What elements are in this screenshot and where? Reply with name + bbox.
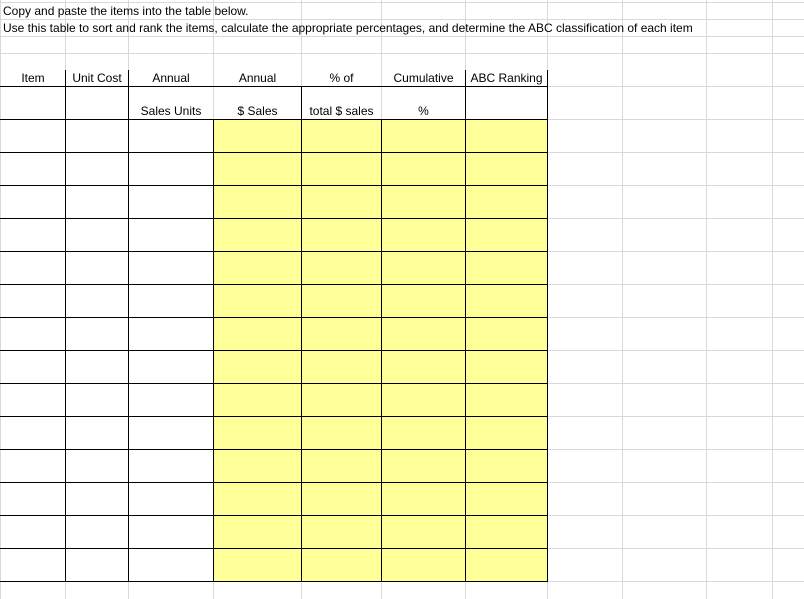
cell-item[interactable] [1,483,65,515]
cell-pct-total[interactable] [302,153,381,185]
cell-pct-total[interactable] [302,318,381,350]
cell-pct-total[interactable] [302,516,381,548]
cell-abc-ranking[interactable] [466,285,547,317]
header-cumulative-pct: % [418,104,429,118]
cell-unit-cost[interactable] [66,120,128,152]
cell-pct-total[interactable] [302,549,381,581]
cell-abc-ranking[interactable] [466,219,547,251]
cell-abc-ranking[interactable] [466,549,547,581]
cell-item[interactable] [1,153,65,185]
cell-cumulative-pct[interactable] [382,153,465,185]
cell-unit-cost[interactable] [66,516,128,548]
cell-unit-cost[interactable] [66,186,128,218]
cell-dollar-sales[interactable] [214,516,301,548]
cell-pct-total[interactable] [302,252,381,284]
cell-sales-units[interactable] [129,219,213,251]
cell-abc-ranking[interactable] [466,417,547,449]
cell-pct-total[interactable] [302,285,381,317]
cell-unit-cost[interactable] [66,450,128,482]
cell-item[interactable] [1,252,65,284]
header-cumulative: Cumulative [393,71,454,85]
cell-item[interactable] [1,351,65,383]
header-sales-units: Sales Units [140,104,202,118]
cell-unit-cost[interactable] [66,351,128,383]
cell-unit-cost[interactable] [66,549,128,581]
cell-abc-ranking[interactable] [466,450,547,482]
cell-pct-total[interactable] [302,450,381,482]
cell-cumulative-pct[interactable] [382,252,465,284]
header-annual-2: Annual [238,71,277,85]
cell-cumulative-pct[interactable] [382,549,465,581]
cell-sales-units[interactable] [129,417,213,449]
cell-unit-cost[interactable] [66,285,128,317]
cell-dollar-sales[interactable] [214,450,301,482]
cell-pct-total[interactable] [302,120,381,152]
cell-pct-total[interactable] [302,384,381,416]
instruction-line-2: Use this table to sort and rank the items, calculate the appropriate percentages, and determine the ABC classification of each item [3,21,693,35]
header-unit-cost: Unit Cost [72,71,122,85]
cell-dollar-sales[interactable] [214,120,301,152]
cell-dollar-sales[interactable] [214,549,301,581]
cell-pct-total[interactable] [302,186,381,218]
cell-pct-total[interactable] [302,351,381,383]
cell-sales-units[interactable] [129,549,213,581]
cell-abc-ranking[interactable] [466,483,547,515]
cell-sales-units[interactable] [129,483,213,515]
cell-cumulative-pct[interactable] [382,120,465,152]
cell-sales-units[interactable] [129,318,213,350]
cell-cumulative-pct[interactable] [382,516,465,548]
cell-sales-units[interactable] [129,186,213,218]
header-total-dollar-sales: total $ sales [309,104,374,118]
cell-cumulative-pct[interactable] [382,483,465,515]
cell-cumulative-pct[interactable] [382,186,465,218]
cell-dollar-sales[interactable] [214,483,301,515]
cell-item[interactable] [1,285,65,317]
cell-dollar-sales[interactable] [214,351,301,383]
cell-sales-units[interactable] [129,516,213,548]
cell-cumulative-pct[interactable] [382,417,465,449]
cell-cumulative-pct[interactable] [382,285,465,317]
cell-dollar-sales[interactable] [214,252,301,284]
cell-abc-ranking[interactable] [466,186,547,218]
cell-dollar-sales[interactable] [214,285,301,317]
cell-dollar-sales[interactable] [214,186,301,218]
cell-pct-total[interactable] [302,417,381,449]
header-abc-ranking: ABC Ranking [470,71,543,85]
header-dollar-sales: $ Sales [237,104,278,118]
cell-sales-units[interactable] [129,384,213,416]
cell-dollar-sales[interactable] [214,384,301,416]
cell-sales-units[interactable] [129,351,213,383]
cell-unit-cost[interactable] [66,483,128,515]
cell-unit-cost[interactable] [66,417,128,449]
instruction-line-1: Copy and paste the items into the table below. [3,4,249,18]
cell-item[interactable] [1,549,65,581]
cell-cumulative-pct[interactable] [382,450,465,482]
cell-item[interactable] [1,516,65,548]
cell-item[interactable] [1,120,65,152]
header-annual-1: Annual [152,71,190,85]
cell-sales-units[interactable] [129,285,213,317]
header-pct-of: % of [329,71,354,85]
cell-abc-ranking[interactable] [466,318,547,350]
cell-item[interactable] [1,384,65,416]
cell-cumulative-pct[interactable] [382,219,465,251]
cell-pct-total[interactable] [302,483,381,515]
cell-abc-ranking[interactable] [466,120,547,152]
cell-dollar-sales[interactable] [214,417,301,449]
cell-item[interactable] [1,219,65,251]
cell-dollar-sales[interactable] [214,219,301,251]
cell-unit-cost[interactable] [66,318,128,350]
cell-sales-units[interactable] [129,450,213,482]
cell-cumulative-pct[interactable] [382,384,465,416]
cell-sales-units[interactable] [129,153,213,185]
cell-unit-cost[interactable] [66,252,128,284]
cell-abc-ranking[interactable] [466,384,547,416]
cell-pct-total[interactable] [302,219,381,251]
cell-dollar-sales[interactable] [214,153,301,185]
cell-unit-cost[interactable] [66,153,128,185]
cell-item[interactable] [1,417,65,449]
cell-abc-ranking[interactable] [466,153,547,185]
cell-unit-cost[interactable] [66,384,128,416]
cell-abc-ranking[interactable] [466,351,547,383]
cell-cumulative-pct[interactable] [382,351,465,383]
cell-cumulative-pct[interactable] [382,318,465,350]
cell-item[interactable] [1,186,65,218]
cell-item[interactable] [1,318,65,350]
header-item: Item [21,71,45,85]
cell-abc-ranking[interactable] [466,516,547,548]
cell-unit-cost[interactable] [66,219,128,251]
cell-sales-units[interactable] [129,120,213,152]
cell-dollar-sales[interactable] [214,318,301,350]
cell-abc-ranking[interactable] [466,252,547,284]
cell-item[interactable] [1,450,65,482]
cell-sales-units[interactable] [129,252,213,284]
